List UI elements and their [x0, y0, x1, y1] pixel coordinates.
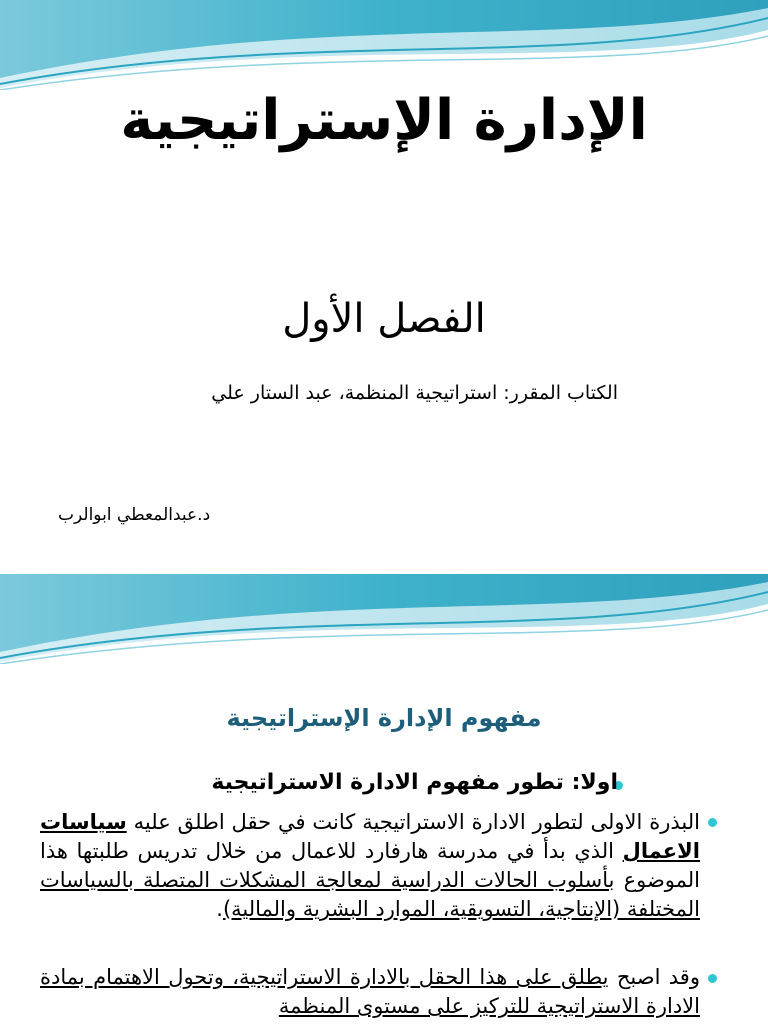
- paragraph-2: [40, 963, 700, 1021]
- content-slide: [0, 574, 768, 1024]
- bullet-icon: [708, 974, 717, 983]
- bullet-icon: [708, 818, 717, 827]
- paragraph-1: [40, 808, 700, 924]
- bullet-heading: اولا: تطور مفهوم الادارة الاستراتيجية: [211, 770, 618, 795]
- paragraph-text: البذرة الاولى لتطور الادارة الاستراتيجية كانت في حقل اطلق عليه: [126, 810, 700, 834]
- chapter-title: الفصل الأول: [282, 296, 486, 342]
- textbook-reference: الكتاب المقرر: استراتيجية المنظمة، عبد الستار علي: [211, 382, 618, 404]
- author-name: د.عبدالمعطي ابوالرب: [58, 505, 211, 525]
- emphasis-text: سياسات الاعمال: [40, 810, 700, 863]
- wave-header-decoration: [0, 574, 768, 664]
- paragraph-text: .: [216, 897, 223, 921]
- underlined-text: يطلق على هذا الحقل بالادارة الاستراتيجية، وتحول الاهتمام بمادة الادارة الاستراتيجية للتركيز على مستوى المنظمة: [40, 965, 700, 1018]
- slide-heading: مفهوم الإدارة الإستراتيجية: [226, 704, 542, 732]
- slide-gap: [0, 556, 768, 574]
- underlined-text: بأسلوب الحالات الدراسية لمعالجة المشكلات المتصلة بالسياسات المختلفة (الإنتاجية، التسويقية، الموارد البشرية والمالية): [40, 868, 700, 921]
- presentation-title: الإدارة الإستراتيجية: [120, 88, 648, 153]
- wave-header-decoration: [0, 0, 768, 90]
- paragraph-text: وقد اصبح: [608, 965, 700, 989]
- paragraph-text: الذي بدأ في مدرسة هارفارد للاعمال من خلال تدريس طلبتها هذا الموضوع: [40, 839, 701, 892]
